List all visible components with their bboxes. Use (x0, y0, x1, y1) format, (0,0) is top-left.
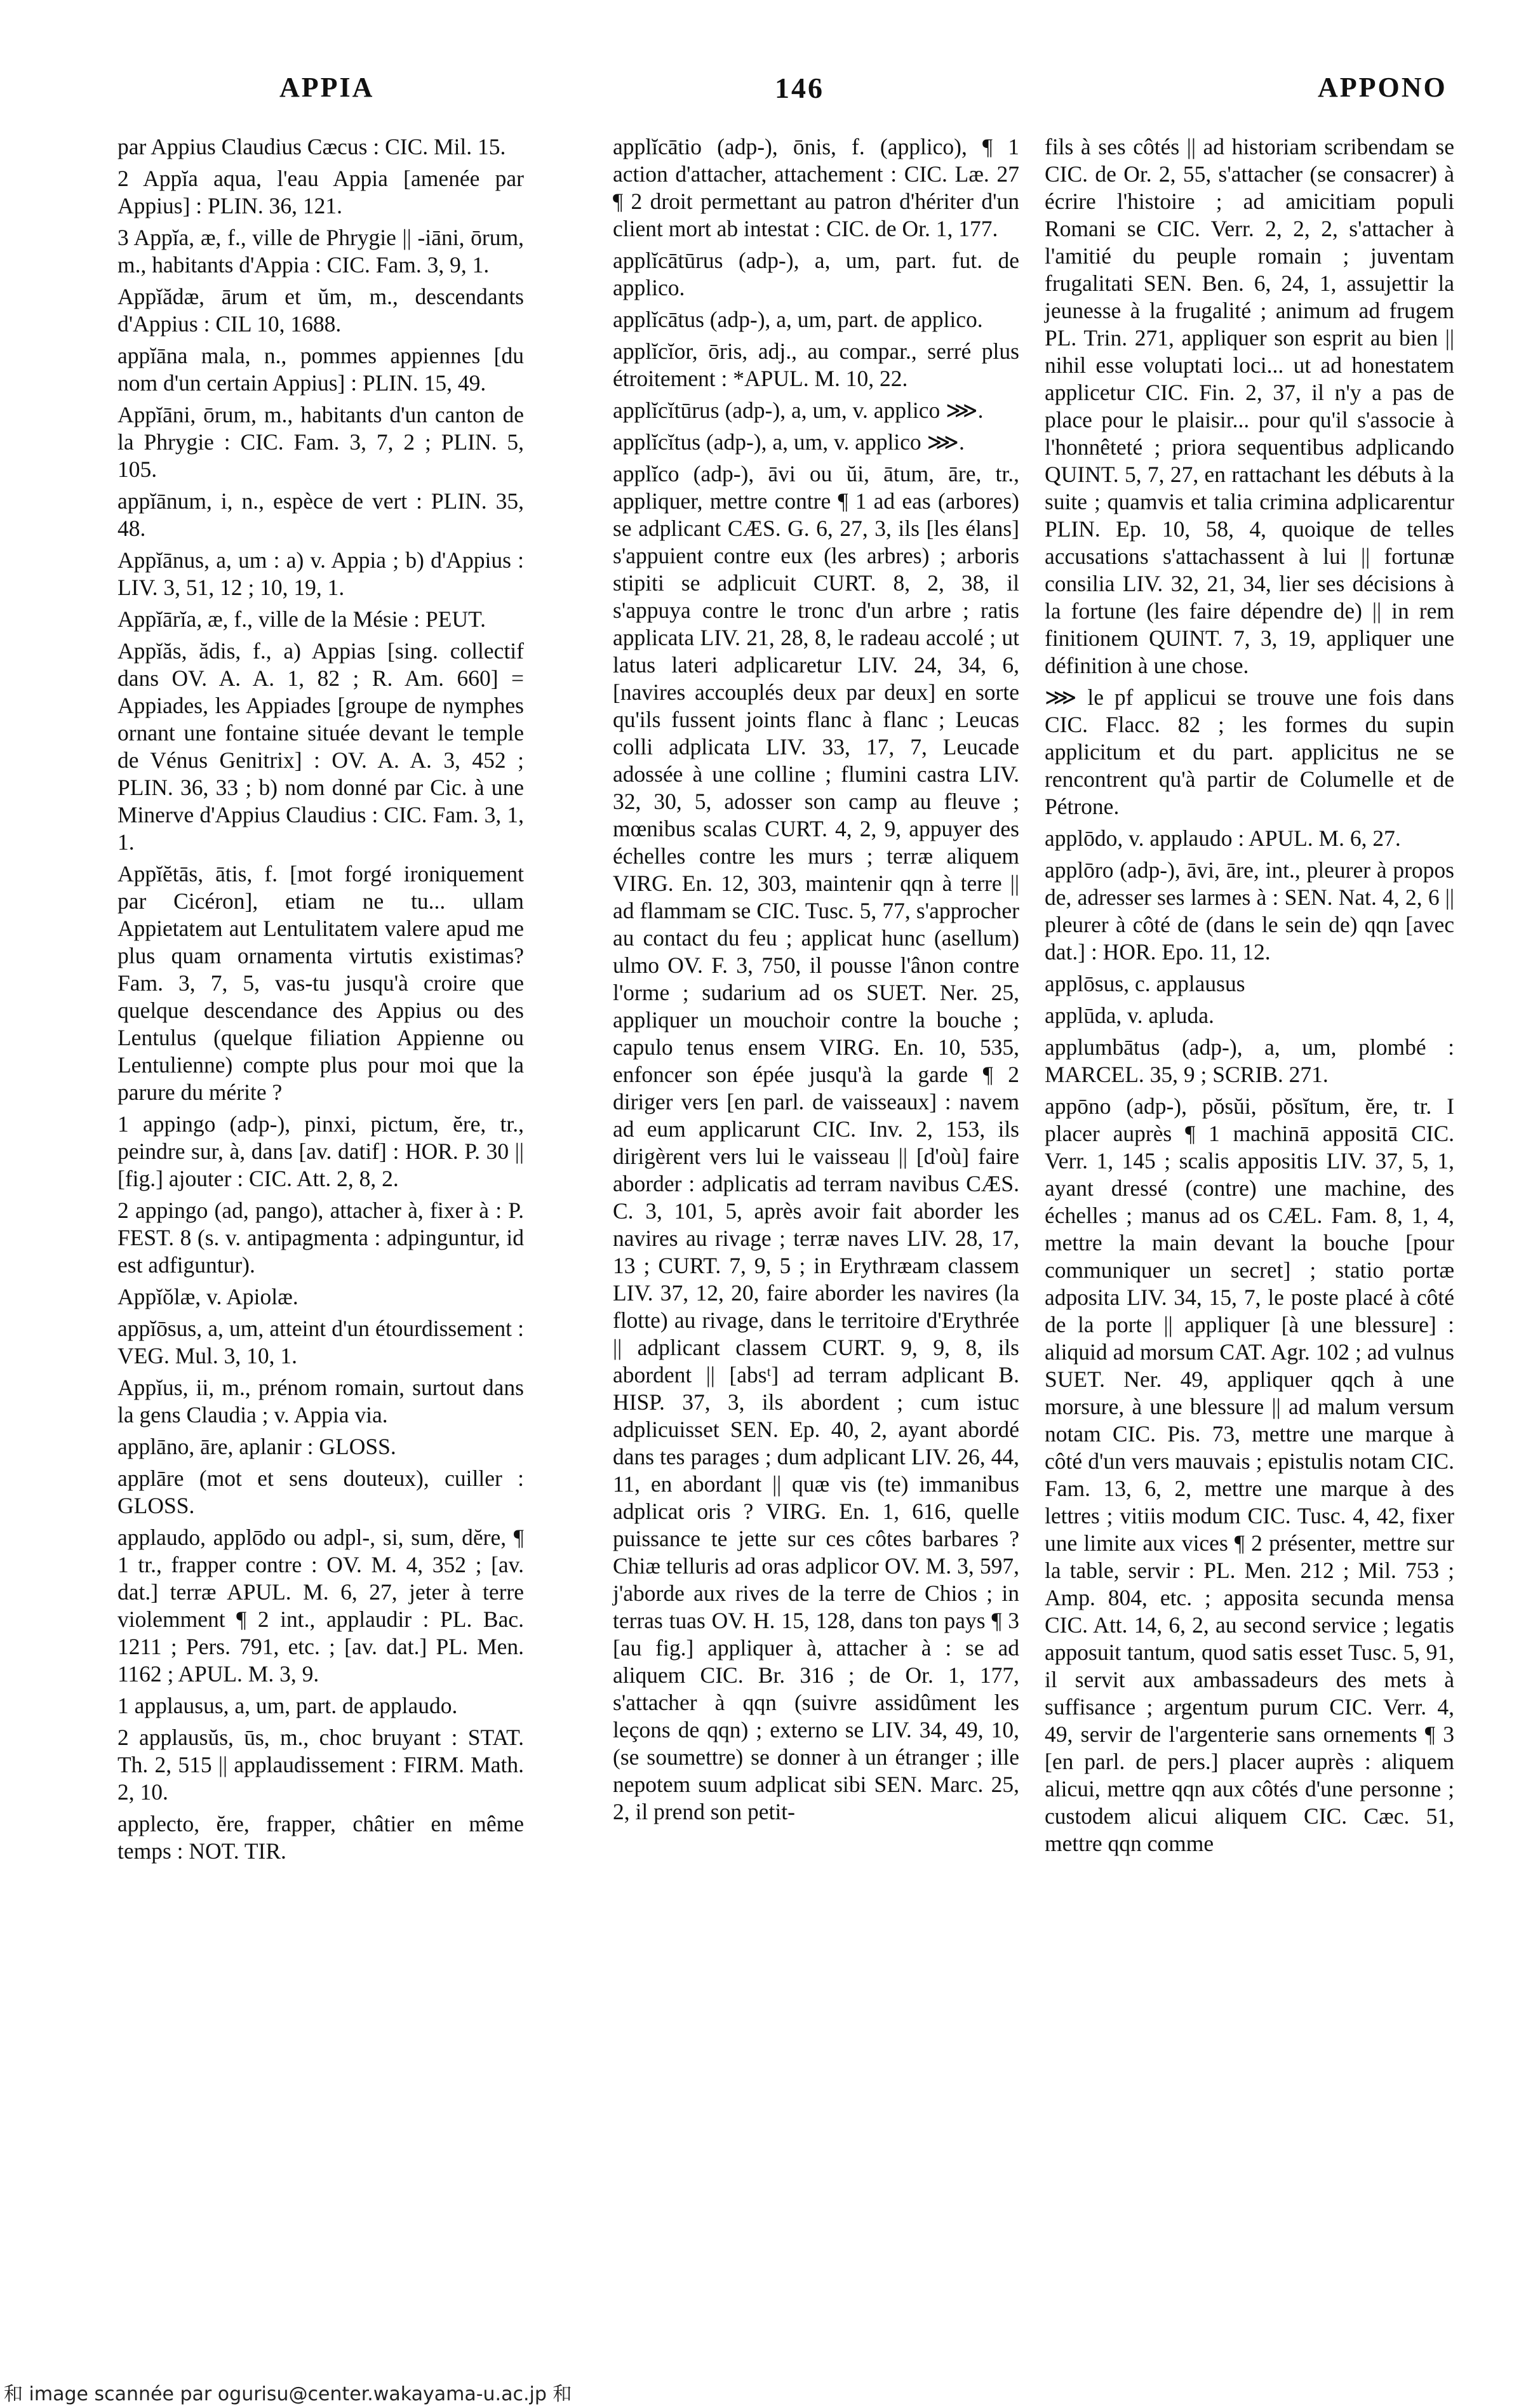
dictionary-entry: applaudo, applōdo ou adpl-, si, sum, dĕre, ¶ 1 tr., frapper contre : OV. M. 4, 352 ; [av. dat.] terræ APUL. M. 6, 27, jeter à terre violemment ¶ 2 int., applaudir : PL. Bac. 1211 ; Pers. 791, etc. ; [av. dat.] PL. Men. 1162 ; APUL. M. 3, 9. (117, 1525, 524, 1687)
dictionary-entry: applōsus, c. applausus (1045, 971, 1245, 996)
dictionary-entry: applāno, āre, aplanir : GLOSS. (117, 1434, 396, 1459)
dictionary-entry: 2 Appĭa aqua, l'eau Appia [amenée par Appius] : PLIN. 36, 121. (117, 166, 524, 218)
running-head-right: APPONO (1318, 72, 1447, 103)
dictionary-entry: applĭcĭtūrus (adp-), a, um, v. applico ⋙. (613, 398, 984, 423)
dictionary-entry: appōno (adp-), pŏsŭi, pŏsĭtum, ĕre, tr. I placer auprès ¶ 1 machinā appositā CIC. Verr. 1, 145 ; scalis appositis LIV. 37, 5, 1, ayant dressé (contre) une machine, des échelles ; manus ad os CÆL. Fam. 8, 1, 4, mettre la main devant la bouche [pour communiquer un secret] ; statio portæ adposita LIV. 34, 15, 7, le poste placé à côté de la porte || appliquer [à une blessure] : aliquid ad morsum CAT. Agr. 102 ; ad vulnus SUET. Ner. 49, appliquer qqch à une morsure, à une blessure || ad malum versum notam CIC. Pis. 73, mettre une marque à côté d'un vers mauvais ; epistulis notam CIC. Fam. 13, 6, 2, mettre une marque à des lettres ; vitiis modum CIC. Tusc. 4, 42, fixer une limite aux vices ¶ 2 présenter, mettre sur la table, servir : PL. Men. 212 ; Mil. 753 ; Amp. 804, etc. ; apposita secunda mensa CIC. Att. 14, 6, 2, au second service ; legatis apposuit tantum, quod satis esset Tusc. 5, 91, il servit aux ambassadeurs des mets à suffisance ; argentum purum CIC. Verr. 4, 49, servir de l'argenterie sans ornements ¶ 3 [en parl. de pers.] placer auprès : aliquem alicui, mettre qqn aux côtés d'une personne ; custodem alicui aliquem CIC. Cæc. 51, mettre qqn comme (1045, 1093, 1454, 1856)
page-number: 146 (775, 72, 824, 104)
dictionary-entry: 2 applausŭs, ūs, m., choc bruyant : STAT. Th. 2, 515 || applaudissement : FIRM. Math. 2, 10. (117, 1725, 524, 1805)
dictionary-entry: Appĭānus, a, um : a) v. Appia ; b) d'Appius : LIV. 3, 51, 12 ; 10, 19, 1. (117, 547, 524, 600)
dictionary-entry: fils à ses côtés || ad historiam scribendam se CIC. de Or. 2, 55, s'attacher (se consacrer) à écrire l'histoire ; ad amicitiam populi Romani se CIC. Verr. 2, 2, 2, s'attacher à l'amitié du peuple romain ; juventam frugalitati SEN. Ben. 6, 24, 1, assujettir la jeunesse à la frugalité ; animum ad frugem PL. Trin. 271, appliquer son esprit au bien || nihil esse voluptati loci... ut ad honestatem applicetur CIC. Fin. 2, 37, il n'y a pas de place pour le plaisir... pour qu'il s'associe à l'honnêteté ; priora sequentibus adplicando QUINT. 5, 7, 27, en rattachant les débuts à la suite ; quamvis et talia crimina adplicarentur PLIN. Ep. 10, 58, 4, quoique de telles accusations s'attachassent à lui || fortunæ consilia LIV. 32, 21, 34, lier ses décisions à la fortune (les faire dépendre de) || in rem finitionem QUINT. 7, 3, 19, appliquer une définition à une chose. (1045, 134, 1454, 678)
dictionary-entry: 2 appingo (ad, pango), attacher à, fixer à : P. FEST. 8 (s. v. antipagmenta : adpinguntur, id est adfiguntur). (117, 1198, 524, 1278)
dictionary-entry: par Appius Claudius Cæcus : CIC. Mil. 15. (117, 134, 506, 159)
dictionary-entry: applāre (mot et sens douteux), cuiller : GLOSS. (117, 1466, 524, 1518)
dictionary-entry: Appĭăs, ădis, f., a) Appias [sing. collectif dans OV. A. A. 1, 82 ; R. Am. 660] = Appiades, les Appiades [groupe de nymphes ornant une fontaine située devant le temple de Vénus Genitrix] : OV. A. A. 3, 452 ; PLIN. 36, 33 ; b) nom donné par Cic. à une Minerve d'Appius Claudius : CIC. Fam. 3, 1, 1. (117, 638, 524, 855)
dictionary-entry: 1 applausus, a, um, part. de applaudo. (117, 1693, 458, 1718)
dictionary-entry: applūda, v. apluda. (1045, 1003, 1214, 1028)
running-head-left: APPIA (279, 72, 375, 103)
dictionary-entry: applumbātus (adp-), a, um, plombé : MARCEL. 35, 9 ; SCRIB. 271. (1045, 1034, 1454, 1087)
dictionary-entry: appĭānum, i, n., espèce de vert : PLIN. 35, 48. (117, 488, 524, 541)
dictionary-entry: applĭco (adp-), āvi ou ŭi, ātum, āre, tr., appliquer, mettre contre ¶ 1 ad eas (arbores) se adplicant CÆS. G. 6, 27, 3, ils [les élans] s'appuient contre eux (les arbres) ; arboris stipiti se adplicuit CURT. 8, 2, 38, il s'appuya contre le tronc d'un arbre ; ratis applicata LIV. 21, 28, 8, le radeau accolé ; ut latus lateri adplicaretur LIV. 24, 34, 6, [navires accouplés deux par deux] en sorte qu'ils fussent joints flanc à flanc ; Leucas colli adplicata LIV. 33, 17, 7, Leucade adossée à une colline ; flumini castra LIV. 32, 30, 5, adosser son camp au fleuve ; mœnibus scalas CURT. 4, 2, 9, appuyer des échelles contre les murs ; terræ aliquem VIRG. En. 12, 303, maintenir qqn à terre || ad flammam se CIC. Tusc. 5, 77, s'approcher au contact du feu ; applicat hunc (asellum) ulmo OV. F. 3, 750, il pousse l'ânon contre l'orme ; sudarium ad os SUET. Ner. 25, appliquer un mouchoir contre la bouche ; capulo tenus ensem VIRG. En. 10, 535, enfoncer son épée jusqu'à la garde ¶ 2 diriger vers [en parl. de vaisseaux] : navem ad eum applicarunt CIC. Inv. 2, 153, ils dirigèrent vers lui le vaisseau || [d'où] faire aborder : adplicatis ad terram navibus CÆS. C. 3, 101, 5, après avoir fait aborder les navires au rivage ; terræ naves LIV. 28, 17, 13 ; CURT. 7, 9, 5 ; in Erythræam classem LIV. 37, 12, 20, faire aborder les navires (la flotte) au rivage, dans le territoire d'Erythrée || adplicant classem CURT. 9, 9, 8, ils abordent || [absᵗ] ad terram adplicant B. HISP. 37, 3, ils abordent ; cum istuc adplicuisset SEN. Ep. 40, 2, ayant abordé dans tes parages ; dum adplicant LIV. 26, 44, 11, en abordant || quæ vis (te) immanibus adplicat oris ? VIRG. En. 1, 616, quelle puissance te jette sur ces côtes barbares ? Chiæ telluris ad oras adplicor OV. M. 3, 597, j'aborde aux rives de la terre de Chios ; in terras tuas OV. H. 15, 128, dans ton pays ¶ 3 [au fig.] appliquer à, attacher à : se ad aliquem CIC. Br. 316 ; de Or. 1, 177, s'attacher à qqn (suivre assidûment les leçons de qqn) ; externo se LIV. 34, 49, 10, (se soumettre) se donner à un étranger ; ille nepotem suum adplicat sibi SEN. Marc. 25, 2, il prend son petit- (613, 461, 1019, 1824)
dictionary-column-3 (1045, 133, 1454, 1862)
dictionary-entry: applōdo, v. applaudo : APUL. M. 6, 27. (1045, 825, 1401, 851)
dictionary-entry: applĭcātio (adp-), ōnis, f. (applico), ¶ 1 action d'attacher, attachement : CIC. Læ. 27 ¶ 2 droit permettant au patron d'hériter d'un client mort ab intestat : CIC. de Or. 1, 177. (613, 134, 1019, 241)
dictionary-entry: Appĭŏlæ, v. Apiolæ. (117, 1284, 298, 1309)
dictionary-entry: applĭcĭtus (adp-), a, um, v. applico ⋙. (613, 429, 965, 455)
dictionary-entry: Appĭĕtās, ātis, f. [mot forgé ironiquement par Cicéron], etiam ne tu... ullam Appietatem aut Lentulitatem valere apud me plus quam ornamenta virtutis existimas? Fam. 3, 7, 5, vas-tu jusqu'à croire que quelque descendance des Appius ou des Lentulus (quelque filiation Appienne ou Lentulienne) compte plus pour moi que la parure du mérite ? (117, 861, 524, 1105)
dictionary-entry: ⋙ le pf applicui se trouve une fois dans CIC. Flacc. 82 ; les formes du supin applicitum et du part. applicitus ne se rencontrent qu'à partir de Columelle et de Pétrone. (1045, 685, 1454, 819)
dictionary-entry: Appĭus, ii, m., prénom romain, surtout dans la gens Claudia ; v. Appia via. (117, 1375, 524, 1427)
dictionary-entry: applecto, ĕre, frapper, châtier en même temps : NOT. TIR. (117, 1811, 524, 1864)
dictionary-column-2 (613, 133, 1019, 1830)
scan-credit-footer: 和 image scannée par ogurisu@center.wakayama-u.ac.jp 和 (4, 2383, 572, 2405)
dictionary-entry: appĭōsus, a, um, atteint d'un étourdissement : VEG. Mul. 3, 10, 1. (117, 1316, 524, 1368)
dictionary-entry: Appĭădæ, ārum et ŭm, m., descendants d'Appius : CIL 10, 1688. (117, 284, 524, 337)
dictionary-entry: 1 appingo (adp-), pinxi, pictum, ĕre, tr., peindre sur, à, dans [av. datif] : HOR. P. 30 || [fig.] ajouter : CIC. Att. 2, 8, 2. (117, 1111, 524, 1191)
dictionary-entry: Appĭārĭa, æ, f., ville de la Mésie : PEUT. (117, 606, 486, 632)
dictionary-column-1 (117, 133, 524, 1869)
dictionary-entry: applĭcātus (adp-), a, um, part. de applico. (613, 307, 983, 332)
dictionary-entry: applĭcĭor, ōris, adj., au compar., serré plus étroitement : *APUL. M. 10, 22. (613, 338, 1019, 391)
dictionary-entry: appĭāna mala, n., pommes appiennes [du nom d'un certain Appius] : PLIN. 15, 49. (117, 343, 524, 396)
dictionary-entry: applĭcātūrus (adp-), a, um, part. fut. de applico. (613, 248, 1019, 300)
dictionary-entry: 3 Appĭa, æ, f., ville de Phrygie || -iāni, ōrum, m., habitants d'Appia : CIC. Fam. 3, 9, 1. (117, 225, 524, 277)
dictionary-entry: Appĭāni, ōrum, m., habitants d'un canton de la Phrygie : CIC. Fam. 3, 7, 2 ; PLIN. 5, 105. (117, 402, 524, 482)
dictionary-entry: applōro (adp-), āvi, āre, int., pleurer à propos de, adresser ses larmes à : SEN. Nat. 4, 2, 6 || pleurer à côté de (dans le sein de) qqn [avec dat.] : HOR. Epo. 11, 12. (1045, 857, 1454, 965)
